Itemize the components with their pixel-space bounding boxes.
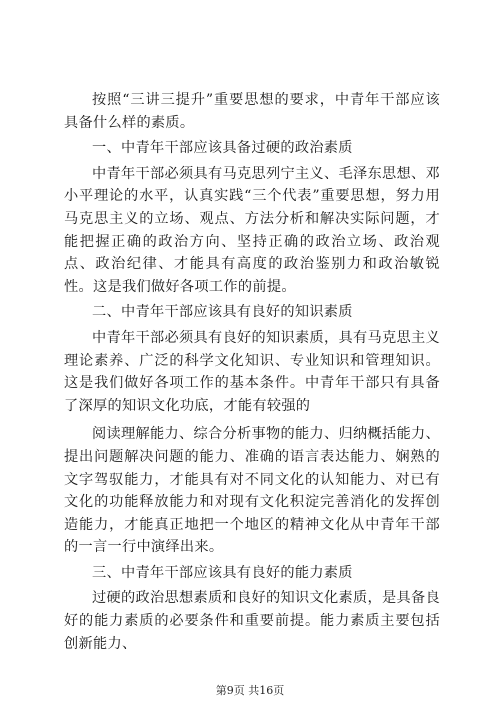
section-heading-ability: 三、中青年干部应该具有良好的能力素质 [92, 564, 353, 581]
page-number-footer: 第9页 共16页 [215, 684, 285, 697]
section-heading-knowledge: 二、中青年干部应该具有良好的知识素质 [92, 304, 353, 321]
section-heading-political: 一、中青年干部应该具备过硬的政治素质 [92, 140, 353, 157]
document-body [64, 89, 440, 655]
paragraph-ability: 过硬的政治思想素质和良好的知识文化素质，是具备良好的能力素质的必要条件和重要前提。能力素质主要包括创新能力、 [64, 590, 440, 652]
paragraph-knowledge: 中青年干部必须具有良好的知识素质，具有马克思主义理论素养、广泛的科学文化知识、专业知识和管理知识。这是我们做好各项工作的基本条件。中青年干部只有具备了深厚的知识文化功底，才能有较强的 [64, 329, 440, 414]
paragraph-intro: 按照“三讲三提升”重要思想的要求，中青年干部应该具备什么样的素质。 [64, 92, 440, 131]
paragraph-abilities-list: 阅读理解能力、综合分析事物的能力、归纳概括能力、提出问题解决问题的能力、准确的语言表达能力、娴熟的文字驾驭能力，才能具有对不同文化的认知能力、对已有文化的功能释放能力和对现有文化积淀完善消化的发挥创造能力，才能真正地把一个地区的精神文化从中青年干部的一言一行中演绎出来。 [64, 426, 440, 556]
paragraph-political: 中青年干部必须具有马克思列宁主义、毛泽东思想、邓小平理论的水平，认真实践“三个代表”重要思想，努力用马克思主义的立场、观点、方法分析和解决实际问题，才能把握正确的政治方向、坚持正确的政治立场、政治观点、政治纪律、才能具有高度的政治鉴别力和政治敏锐性。这是我们做好各项工作的前提。 [64, 165, 440, 295]
